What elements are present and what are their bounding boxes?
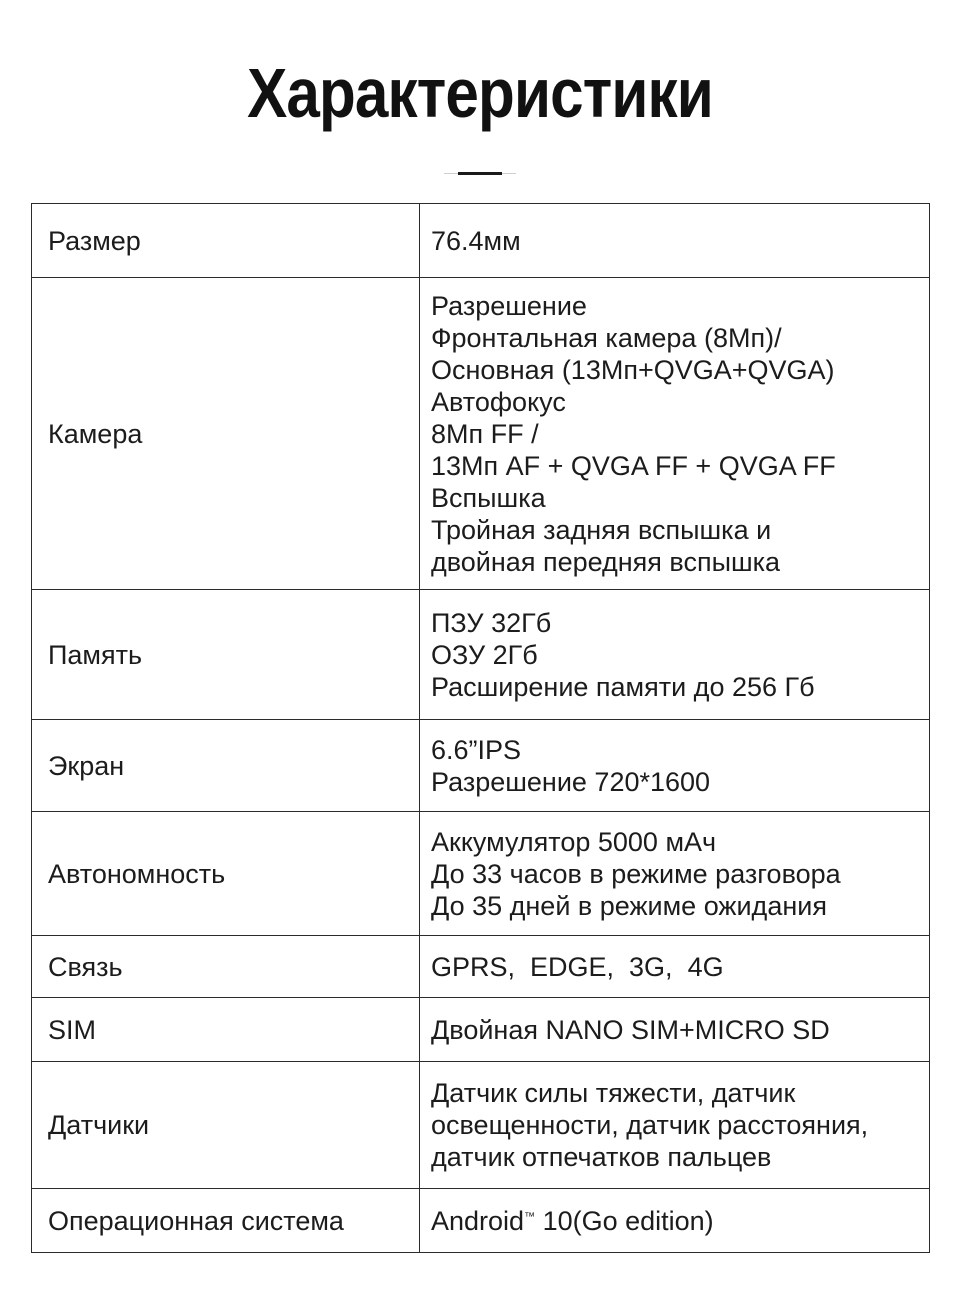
table-row-size (32, 204, 930, 278)
spec-line: Автофокус (431, 386, 566, 417)
table-row-os (32, 1189, 930, 1253)
table-row-battery (32, 812, 930, 936)
table-row-camera (32, 278, 930, 590)
spec-line: ОЗУ 2Гб (431, 639, 538, 670)
spec-value-sim: Двойная NANO SIM+MICRO SD (420, 998, 930, 1062)
specs-table (31, 203, 930, 1253)
spec-line: Тройная задняя вспышка и (431, 514, 772, 545)
spec-line: ПЗУ 32Гб (431, 607, 552, 638)
spec-label-os: Операционная система (32, 1189, 420, 1253)
spec-value-memory (420, 590, 930, 720)
spec-value-camera (420, 278, 930, 590)
spec-value-sensors (420, 1062, 930, 1189)
spec-line: Фронтальная камера (8Мп)/ (431, 322, 782, 353)
spec-label-network: Связь (32, 936, 420, 998)
page-title: Характеристики (247, 54, 713, 132)
title-divider (444, 172, 516, 176)
trademark-symbol: ™ (524, 1210, 536, 1223)
spec-line: Разрешение (431, 290, 587, 321)
spec-line: Расширение памяти до 256 Гб (431, 671, 815, 702)
os-version: 10(Go edition) (535, 1205, 714, 1236)
table-row-network (32, 936, 930, 998)
spec-label-size: Размер (32, 204, 420, 278)
spec-line: Вспышка (431, 482, 546, 513)
spec-label-camera: Камера (32, 278, 420, 590)
spec-value-screen (420, 720, 930, 812)
spec-value-size: 76.4мм (420, 204, 930, 278)
spec-line: Аккумулятор 5000 мАч (431, 826, 717, 857)
table-row-sim (32, 998, 930, 1062)
os-name: Android (431, 1205, 525, 1236)
spec-line: 8Мп FF / (431, 418, 539, 449)
spec-line: Датчик силы тяжести, датчик (431, 1078, 796, 1108)
spec-line: 13Мп AF + QVGA FF + QVGA FF (431, 450, 836, 481)
spec-line: До 33 часов в режиме разговора (431, 858, 841, 889)
table-row-sensors (32, 1062, 930, 1189)
spec-value-network: GPRS, EDGE, 3G, 4G (420, 936, 930, 998)
table-row-memory (32, 590, 930, 720)
spec-label-screen: Экран (32, 720, 420, 812)
spec-line: До 35 дней в режиме ожидания (431, 890, 827, 921)
table-row-screen (32, 720, 930, 812)
spec-value-os (420, 1189, 930, 1253)
spec-label-memory: Память (32, 590, 420, 720)
spec-label-sim: SIM (32, 998, 420, 1062)
spec-line: 6.6”IPS (431, 734, 522, 765)
spec-label-battery: Автономность (32, 812, 420, 936)
divider-accent (458, 172, 502, 175)
spec-value-battery (420, 812, 930, 936)
spec-line: Основная (13Мп+QVGA+QVGA) (431, 354, 835, 385)
spec-line: Разрешение 720*1600 (431, 766, 711, 797)
spec-line: датчик отпечатков пальцев (431, 1142, 772, 1172)
spec-line: освещенности, датчик расстояния, (431, 1110, 869, 1140)
spec-label-sensors: Датчики (32, 1062, 420, 1189)
spec-line: двойная передняя вспышка (431, 546, 781, 577)
